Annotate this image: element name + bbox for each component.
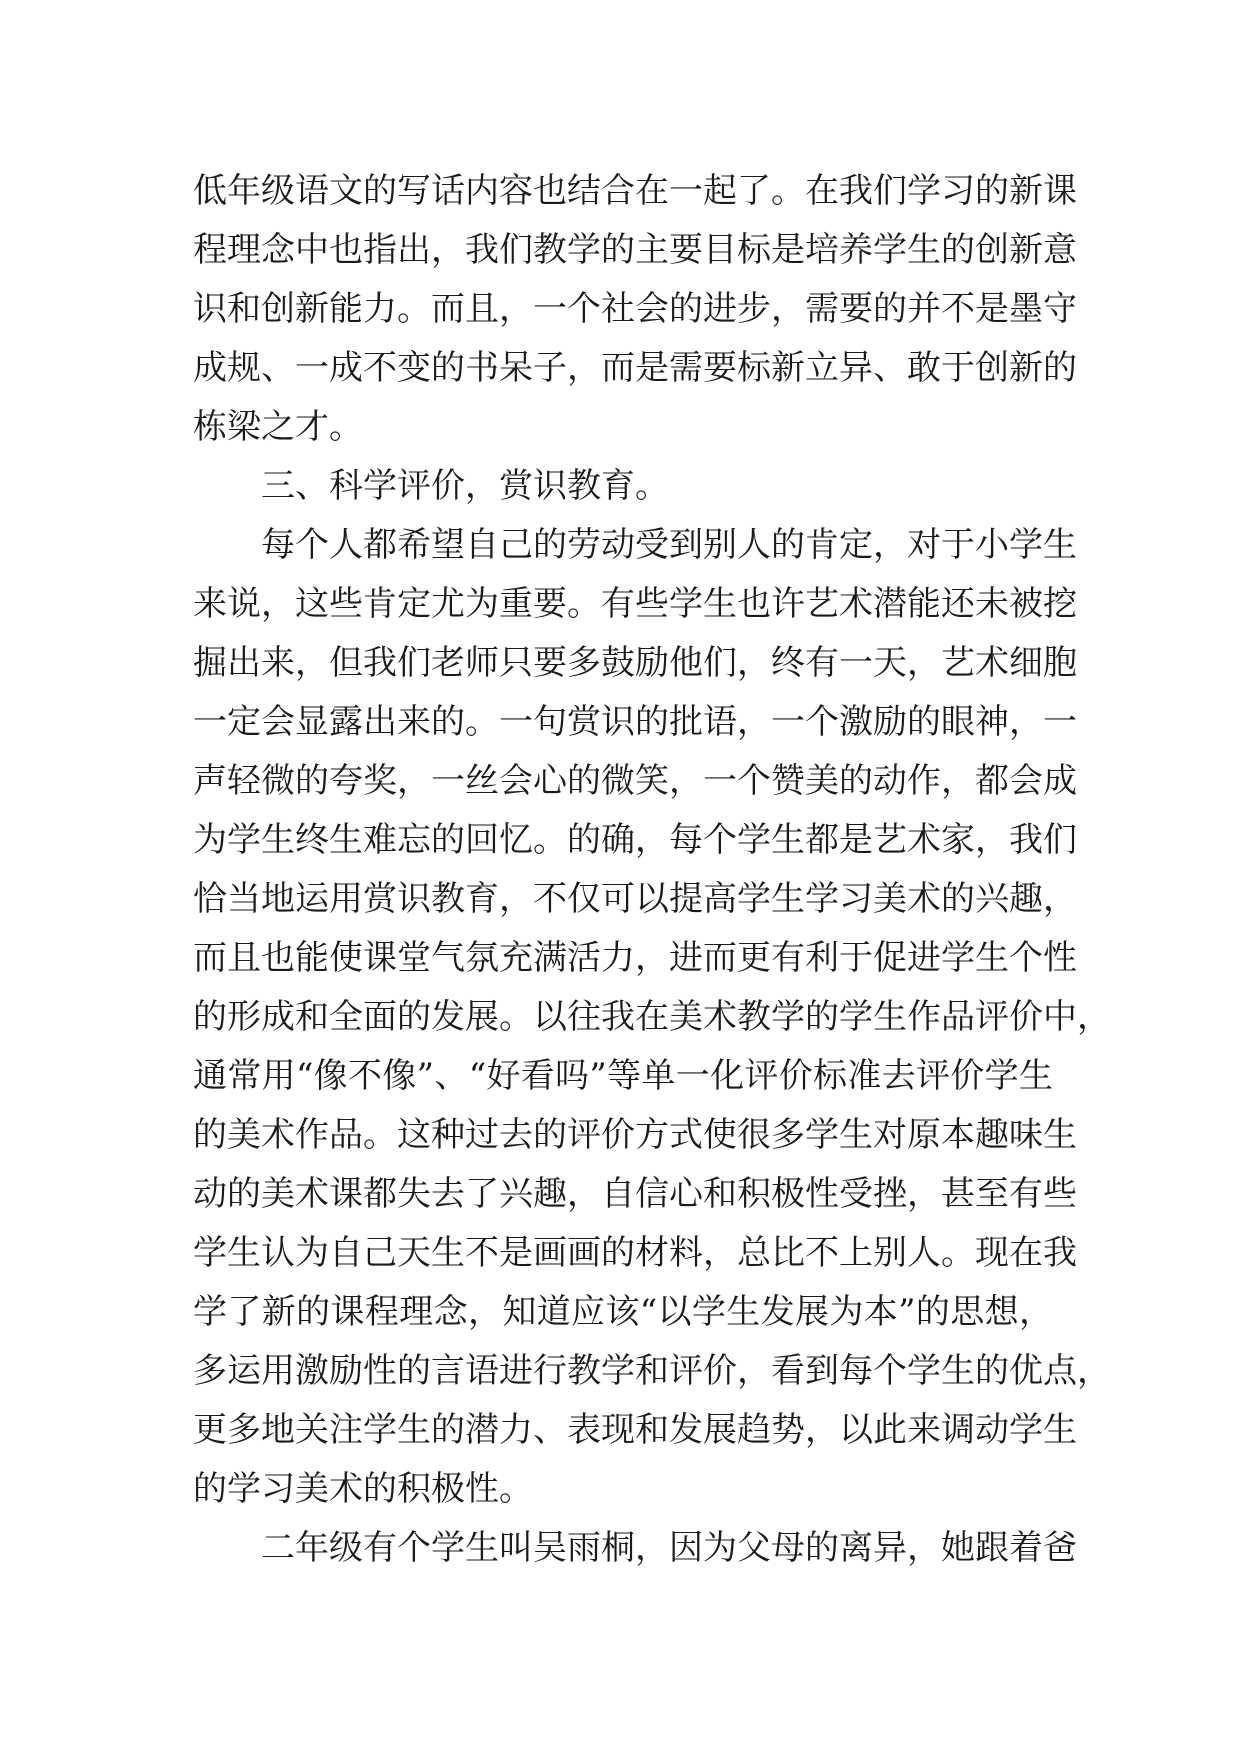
text-line: 成规、一成不变的书呆子，而是需要标新立异、敢于创新的 xyxy=(193,348,1077,388)
text-line: 通常用“像不像”、“好看吗”等单一化评价标准去评价学生 xyxy=(193,1056,1053,1096)
text-line: 二年级有个学生叫吴雨桐，因为父母的离异，她跟着爸 xyxy=(261,1528,1077,1568)
text-line: 而且也能使课堂气氛充满活力，进而更有利于促进学生个性 xyxy=(193,938,1077,978)
text-line: 声轻微的夸奖，一丝会心的微笑，一个赞美的动作，都会成 xyxy=(193,761,1077,801)
text-line: 每个人都希望自己的劳动受到别人的肯定，对于小学生 xyxy=(261,525,1077,565)
text-line: 学生认为自己天生不是画画的材料，总比不上别人。现在我 xyxy=(193,1233,1077,1273)
text-line: 的学习美术的积极性。 xyxy=(193,1469,533,1509)
text-line: 恰当地运用赏识教育，不仅可以提高学生学习美术的兴趣， xyxy=(193,879,1077,919)
text-line: 多运用激励性的言语进行教学和评价，看到每个学生的优点， xyxy=(193,1351,1111,1391)
text-line: 更多地关注学生的潜力、表现和发展趋势，以此来调动学生 xyxy=(193,1410,1077,1450)
text-line: 学了新的课程理念，知道应该“以学生发展为本”的思想， xyxy=(193,1292,1053,1332)
body-text xyxy=(193,162,1111,1578)
text-line: 识和创新能力。而且，一个社会的进步，需要的并不是墨守 xyxy=(193,289,1077,329)
text-line: 为学生终生难忘的回忆。的确，每个学生都是艺术家，我们 xyxy=(193,820,1077,860)
text-line: 来说，这些肯定尤为重要。有些学生也许艺术潜能还未被挖 xyxy=(193,584,1077,624)
text-line: 三、科学评价，赏识教育。 xyxy=(261,466,669,506)
text-line: 一定会显露出来的。一句赏识的批语，一个激励的眼神，一 xyxy=(193,702,1077,742)
text-line: 低年级语文的写话内容也结合在一起了。在我们学习的新课 xyxy=(193,171,1077,211)
text-line: 动的美术课都失去了兴趣，自信心和积极性受挫，甚至有些 xyxy=(193,1174,1077,1214)
text-line: 栋梁之才。 xyxy=(193,407,363,447)
text-line: 的形成和全面的发展。以往我在美术教学的学生作品评价中， xyxy=(193,997,1111,1037)
text-line: 程理念中也指出，我们教学的主要目标是培养学生的创新意 xyxy=(193,230,1077,270)
text-line: 掘出来，但我们老师只要多鼓励他们，终有一天，艺术细胞 xyxy=(193,643,1077,683)
text-line: 的美术作品。这种过去的评价方式使很多学生对原本趣味生 xyxy=(193,1115,1077,1155)
